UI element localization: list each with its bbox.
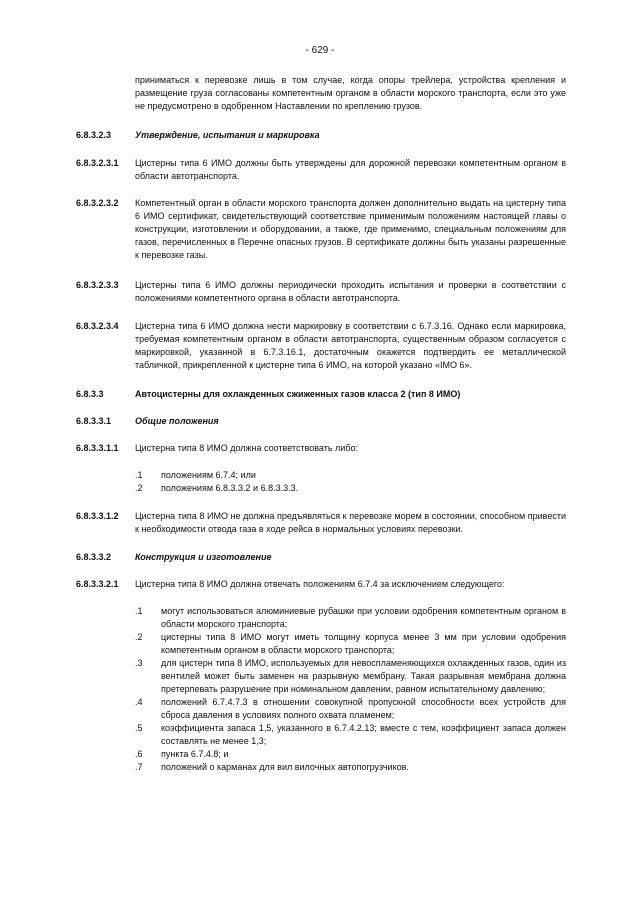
list-item-number: .7 xyxy=(135,762,143,772)
intro-paragraph xyxy=(76,74,566,113)
section-number: 6.8.3.3.1 xyxy=(76,416,112,426)
list-item-text: положений о карманах для вил вилочных автопогрузчиков. xyxy=(161,762,409,772)
list-item xyxy=(135,761,566,774)
section-number: 6.8.3.2.3.4 xyxy=(76,321,119,331)
section-heading: Общие положения xyxy=(135,416,219,426)
list-item-number: .6 xyxy=(135,749,143,759)
list-item-text: положений 6.7.4.7.3 в отношении совокупной пропускной способности всех устройств для сброса давления в условиях полного охвата пламенем; xyxy=(161,697,566,720)
section-text: Цистерна типа 8 ИМО должна отвечать положениям 6.7.4 за исключением следующего: xyxy=(135,579,505,589)
section-number: 6.8.3.2.3.2 xyxy=(76,198,119,208)
list-item-text: пункта 6.7.4.8; и xyxy=(161,749,229,759)
list-item-number: .2 xyxy=(135,483,143,493)
list-item-text: коэффициента запаса 1,5, указанного в 6.7.4.2.13; вместе с тем, коэффициент запаса должен составлять не менее 1,3; xyxy=(161,723,566,746)
section-6-8-3-3-1-2 xyxy=(76,510,566,536)
section-heading: Автоцистерны для охлажденных сжиженных газов класса 2 (тип 8 ИМО) xyxy=(135,389,461,399)
list-item-number: .3 xyxy=(135,658,143,668)
section-text: Цистерны типа 6 ИМО должны быть утверждены для дорожной перевозки компетентным органом в области автотранспорта. xyxy=(135,158,566,181)
section-6-8-3-3-1-1 xyxy=(76,442,566,455)
list-item-number: .4 xyxy=(135,697,143,707)
section-number: 6.8.3.2.3.1 xyxy=(76,158,119,168)
list-item-text: цистерны типа 8 ИМО могут иметь толщину корпуса менее 3 мм при условии одобрения компетентным органом в области морского транспорта; xyxy=(161,632,566,655)
list-item xyxy=(135,696,566,722)
section-text: Цистерна типа 6 ИМО должна нести маркировку в соответствии с 6.7.3.16. Однако если маркировка, требуемая компетентным органом в области автотранспорта, существенным образом согласуется с маркировкой, указанной в 6.7.3.16.1, достаточным окажется подтвердить ее металлической табличкой, прикрепленной к цистерне типа 6 ИМО, на которой указано «IMO 6». xyxy=(135,321,566,370)
list-item xyxy=(135,657,566,696)
list-item xyxy=(135,605,566,631)
list-item-text: положениям 6.8.3.3.2 и 6.8.3.3.3. xyxy=(161,483,299,493)
list-item-text: для цистерн типа 8 ИМО, используемых для невоспламеняющихся охлажденных газов, один из вентилей может быть заменен на разрывную мембрану. Такая разрывная мембрана должна претерпевать разрушение при номинальном давлении, равном испытательному давлению; xyxy=(161,658,566,694)
section-number: 6.8.3.3.1.2 xyxy=(76,511,119,521)
section-6-8-3-3-2 xyxy=(76,551,566,564)
list-item xyxy=(135,631,566,657)
section-heading: Конструкция и изготовление xyxy=(135,552,272,562)
list-6-8-3-3-1-1 xyxy=(135,469,566,495)
section-6-8-3-3-2-1 xyxy=(76,578,566,591)
section-text: Цистерна типа 8 ИМО должна соответствовать либо: xyxy=(135,443,358,453)
list-item-text: положениям 6.7.4; или xyxy=(161,470,256,480)
section-number: 6.8.3.3.2 xyxy=(76,552,112,562)
section-6-8-3-2-3-4 xyxy=(76,320,566,372)
section-number: 6.8.3.3.1.1 xyxy=(76,443,119,453)
section-6-8-3-2-3 xyxy=(76,129,566,142)
list-item-number: .1 xyxy=(135,606,143,616)
intro-text: приниматься к перевозке лишь в том случае, когда опоры трейлера, устройства крепления и размещение груза согласованы компетентным органом в области морского транспорта, если это уже не предусмотрено в одобренном Наставлении по креплению грузов. xyxy=(135,75,566,111)
list-item xyxy=(135,748,566,761)
list-item xyxy=(135,482,566,495)
section-number: 6.8.3.3.2.1 xyxy=(76,579,119,589)
list-item xyxy=(135,722,566,748)
section-text: Компетентный орган в области морского транспорта должен дополнительно выдать на цистерну типа 6 ИМО сертификат, свидетельствующий соответствие применимым положениям настоящей главы о конструкции, изготовлении и оборудовании, а также, где применимо, специальным положениям для газов, перечисленных в Перечне опасных грузов. В сертификате должны быть указаны разрешенные к перевозке газы. xyxy=(135,198,566,260)
section-6-8-3-2-3-1 xyxy=(76,157,566,183)
list-item-number: .5 xyxy=(135,723,143,733)
list-item xyxy=(135,469,566,482)
section-heading: Утверждение, испытания и маркировка xyxy=(135,130,320,140)
list-6-8-3-3-2-1 xyxy=(135,605,566,774)
section-6-8-3-3 xyxy=(76,388,566,401)
section-number: 6.8.3.3 xyxy=(76,389,104,399)
section-6-8-3-2-3-2 xyxy=(76,197,566,262)
section-6-8-3-2-3-3 xyxy=(76,279,566,305)
list-item-text: могут использоваться алюминиевые рубашки при условии одобрения компетентным органом в области морского транспорта; xyxy=(161,606,566,629)
list-item-number: .2 xyxy=(135,632,143,642)
page-number: - 629 - xyxy=(305,45,335,56)
list-item-number: .1 xyxy=(135,470,143,480)
section-6-8-3-3-1 xyxy=(76,415,566,428)
section-text: Цистерны типа 6 ИМО должны периодически проходить испытания и проверки в соответствии с положениями компетентного органа в области автотранспорта. xyxy=(135,280,566,303)
section-number: 6.8.3.2.3.3 xyxy=(76,280,119,290)
section-text: Цистерна типа 8 ИМО не должна предъявляться к перевозке морем в состоянии, способном привести к необходимости отвода газа в ходе рейса в нормальных условиях перевозки. xyxy=(135,511,566,534)
section-number: 6.8.3.2.3 xyxy=(76,130,112,140)
